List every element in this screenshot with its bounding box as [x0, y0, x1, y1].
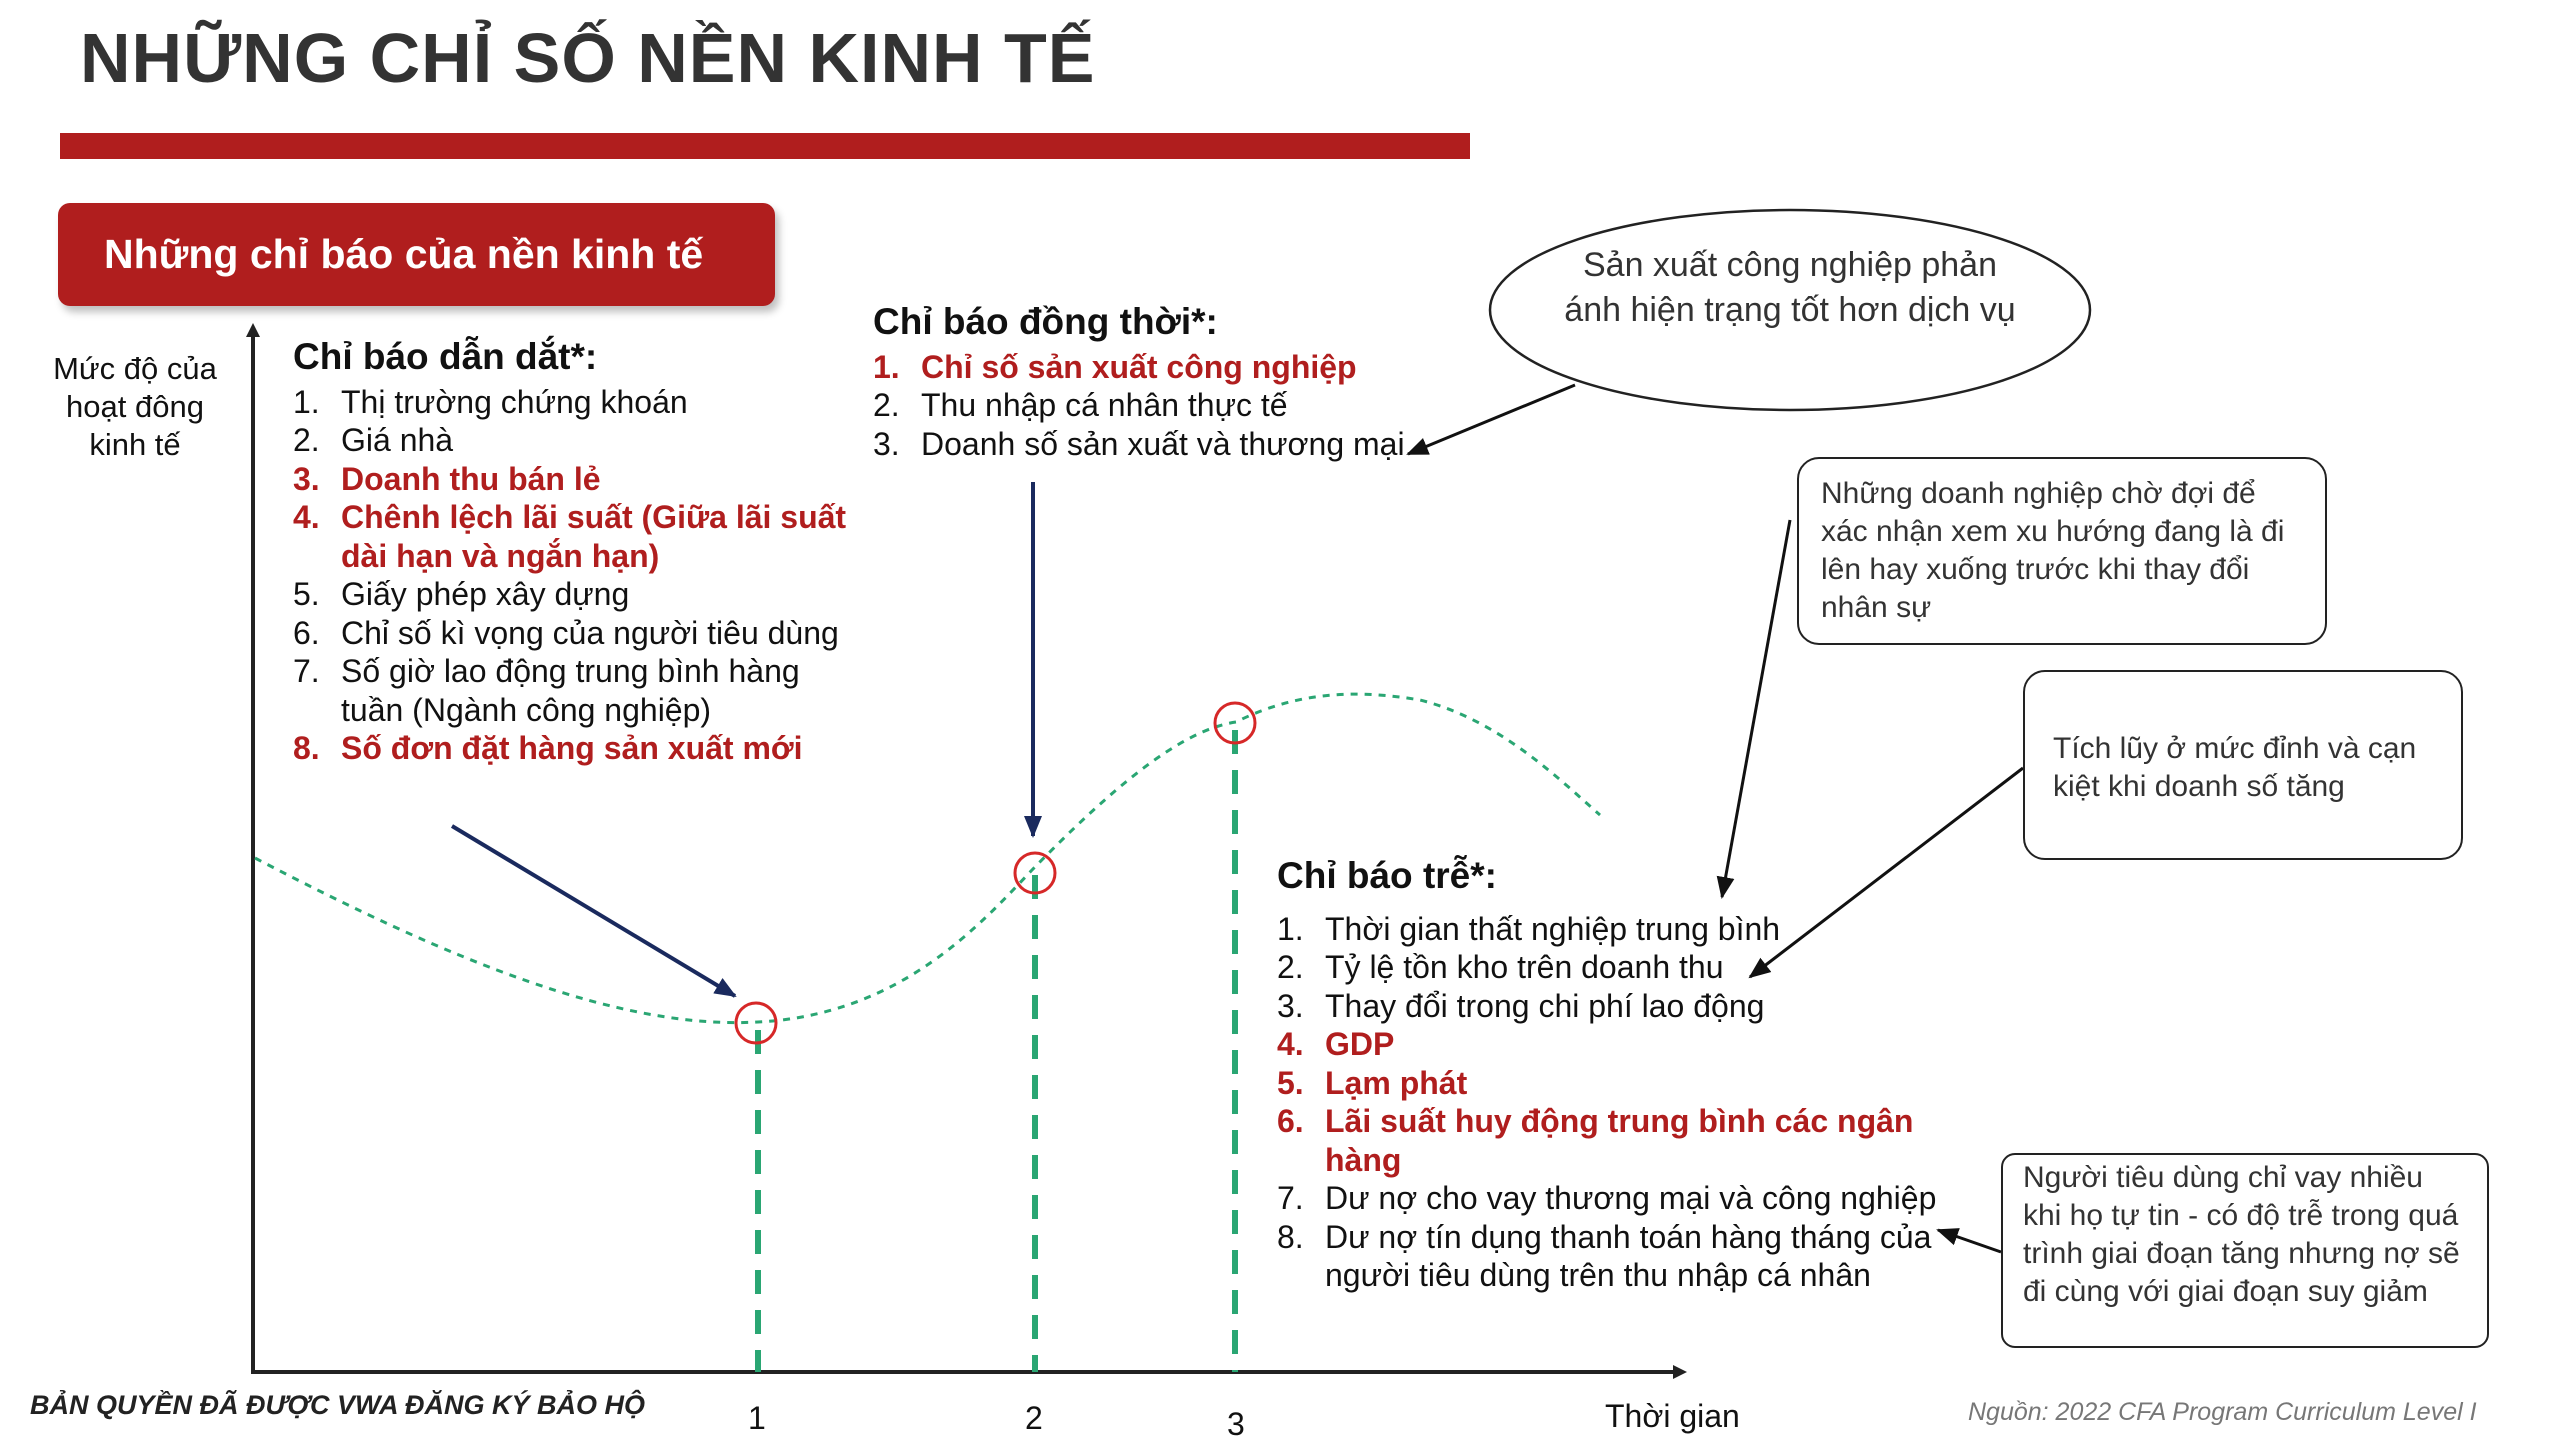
box2-callout — [2023, 670, 2463, 860]
copyright-notice: BẢN QUYỀN ĐÃ ĐƯỢC VWA ĐĂNG KÝ BẢO HỘ — [30, 1390, 645, 1420]
source-note: Nguồn: 2022 CFA Program Curriculum Level I — [1968, 1398, 2477, 1426]
leading-item — [293, 383, 863, 422]
lagging-item-text: Tỷ lệ tồn kho trên doanh thu — [1325, 949, 1724, 985]
coincident-item-number: 3. — [873, 425, 900, 462]
coincident-item-text: Doanh số sản xuất và thương mại — [921, 425, 1405, 462]
leading-item-text: Giấy phép xây dựng — [341, 576, 630, 612]
leading-item-number: 4. — [293, 499, 320, 535]
lagging-item-text: Lạm phát — [1325, 1064, 1468, 1101]
leading-item-number: 3. — [293, 460, 320, 497]
lagging-item-number: 4. — [1277, 1026, 1304, 1062]
coincident-indicators — [873, 303, 1433, 463]
coincident-heading: Chỉ báo đồng thời*: — [873, 301, 1218, 342]
lagging-heading: Chỉ báo trễ*: — [1277, 855, 1497, 896]
leading-item — [293, 421, 863, 460]
coincident-list — [873, 348, 1433, 464]
box1-callout — [1797, 457, 2327, 645]
x-tick-2: 2 — [1025, 1400, 1043, 1436]
box3-callout-arrow — [1938, 1230, 2001, 1252]
leading-heading: Chỉ báo dẫn dắt*: — [293, 336, 598, 377]
lagging-item-text: Dư nợ tín dụng thanh toán hàng tháng của người tiêu dùng trên thu nhập cá nhân — [1325, 1218, 1932, 1293]
leading-item — [293, 652, 863, 729]
coincident-item-text: Chỉ số sản xuất công nghiệp — [921, 348, 1357, 385]
ellipse-callout-text: Sản xuất công nghiệp phản ánh hiện trạng tốt hơn dịch vụ — [1564, 246, 2016, 329]
lagging-item-number: 2. — [1277, 949, 1304, 985]
leading-item-number: 6. — [293, 614, 320, 651]
leading-arrow — [452, 826, 735, 996]
coincident-item-number: 2. — [873, 387, 900, 423]
coincident-item-text: Thu nhập cá nhân thực tế — [921, 387, 1288, 423]
lagging-item — [1277, 1179, 1937, 1218]
header-box: Những chỉ báo của nền kinh tế — [58, 203, 775, 306]
leading-item-text: Giá nhà — [341, 422, 454, 458]
coincident-item — [873, 386, 1433, 425]
lagging-item-number: 8. — [1277, 1218, 1304, 1255]
leading-item-number: 5. — [293, 576, 320, 612]
leading-item-number: 1. — [293, 383, 320, 420]
x-tick-1: 1 — [748, 1400, 766, 1436]
leading-indicators — [293, 338, 863, 768]
page-title: NHỮNG CHỈ SỐ NỀN KINH TẾ — [80, 19, 1096, 97]
leading-item — [293, 614, 863, 653]
leading-item-text: Doanh thu bán lẻ — [341, 460, 601, 497]
box2-callout-text: Tích lũy ở mức đỉnh và cạn kiệt khi doanh số tăng — [2053, 732, 2417, 803]
leading-list — [293, 383, 863, 768]
ellipse-callout-arrow — [1408, 385, 1575, 454]
coincident-item-number: 1. — [873, 348, 900, 385]
lagging-list — [1277, 910, 1937, 1295]
coincident-item — [873, 348, 1433, 387]
leading-item-number: 7. — [293, 653, 320, 689]
x-axis-label: Thời gian — [1605, 1398, 1740, 1434]
leading-item — [293, 498, 863, 575]
lagging-indicators — [1277, 857, 1937, 1295]
lagging-item — [1277, 1218, 1937, 1295]
lagging-item — [1277, 948, 1937, 987]
lagging-item-text: Lãi suất huy động trung bình các ngân hàng — [1325, 1103, 1914, 1178]
lagging-item-text: Thay đổi trong chi phí lao động — [1325, 987, 1765, 1024]
lagging-item — [1277, 1025, 1937, 1064]
lagging-item — [1277, 910, 1937, 949]
lagging-item-number: 7. — [1277, 1180, 1304, 1216]
coincident-item — [873, 425, 1433, 464]
lagging-item-text: Dư nợ cho vay thương mại và công nghiệp — [1325, 1180, 1937, 1216]
leading-item — [293, 575, 863, 614]
lagging-item — [1277, 1102, 1937, 1179]
lagging-item-text: GDP — [1325, 1026, 1395, 1062]
lagging-item-number: 3. — [1277, 987, 1304, 1024]
leading-item-text: Số đơn đặt hàng sản xuất mới — [341, 730, 803, 766]
leading-item-text: Số giờ lao động trung bình hàng tuần (Ngành công nghiệp) — [341, 653, 800, 728]
y-axis-label: Mức độ của hoạt đông kinh tế — [53, 351, 217, 462]
x-tick-3: 3 — [1227, 1406, 1245, 1442]
lagging-item-number: 1. — [1277, 910, 1304, 947]
box3-callout — [2001, 1153, 2489, 1348]
leading-item-text: Chênh lệch lãi suất (Giữa lãi suất dài hạn và ngắn hạn) — [341, 499, 847, 574]
leading-item-text: Thị trường chứng khoán — [341, 383, 688, 420]
box1-callout-text: Những doanh nghiệp chờ đợi để xác nhận xem xu hướng đang là đi lên hay xuống trước khi thay đổi nhân sự — [1821, 477, 2285, 624]
leading-item — [293, 729, 863, 768]
box3-callout-text: Người tiêu dùng chỉ vay nhiều khi họ tự tin - có độ trễ trong quá trình giai đoạn tăng nhưng nợ sẽ đi cùng với giai đoạn suy giảm — [2023, 1161, 2460, 1308]
leading-item-number: 2. — [293, 422, 320, 458]
lagging-item-number: 5. — [1277, 1064, 1304, 1101]
lagging-item — [1277, 1064, 1937, 1103]
leading-item-number: 8. — [293, 730, 320, 766]
box1-callout-arrow — [1722, 520, 1790, 897]
leading-item — [293, 460, 863, 499]
lagging-item — [1277, 987, 1937, 1026]
leading-item-text: Chỉ số kì vọng của người tiêu dùng — [341, 614, 839, 651]
lagging-item-text: Thời gian thất nghiệp trung bình — [1325, 910, 1781, 947]
lagging-item-number: 6. — [1277, 1103, 1304, 1139]
